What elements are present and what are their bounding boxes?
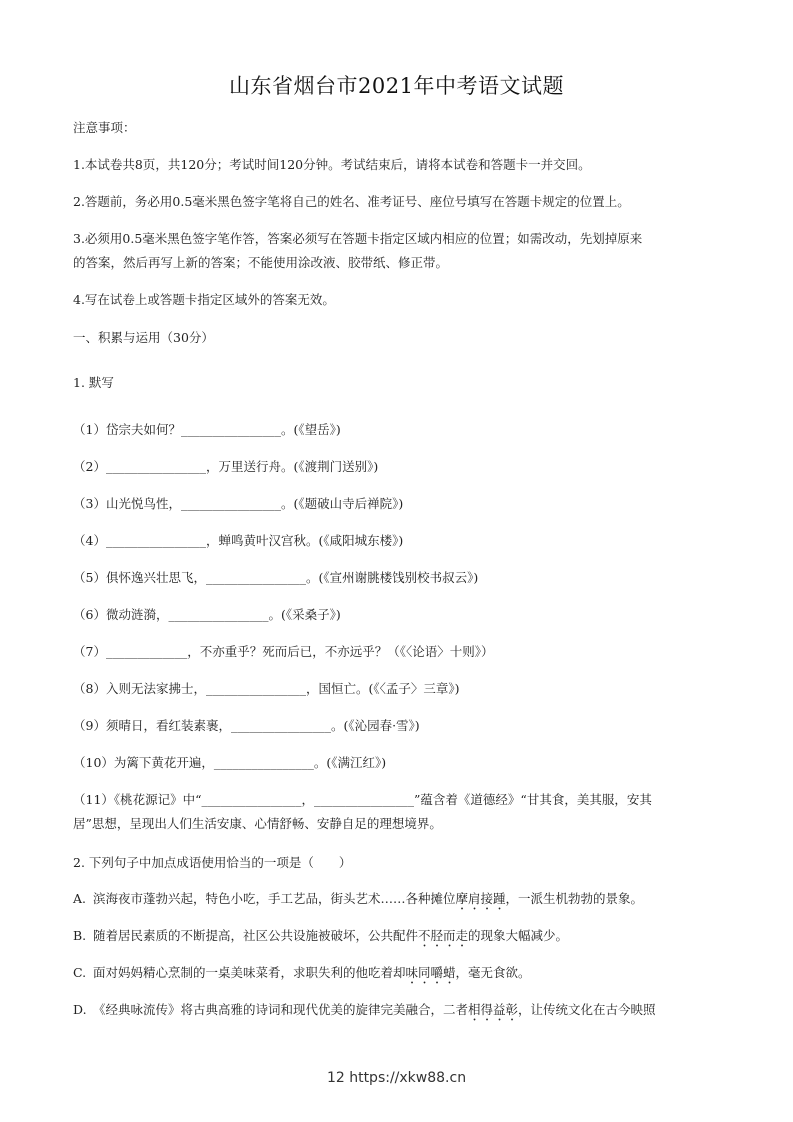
question-2-title: 2. 下列句子中加点成语使用恰当的一项是（ ） bbox=[73, 855, 352, 870]
dictation-item: （8）入则无法家拂士，________________，国恒亡。(《〈孟子〉三章》) bbox=[73, 681, 460, 696]
dotted-idiom: 不胫而走 bbox=[418, 928, 469, 943]
notice-item: 3.必须用0.5毫米黑色签字笔作答，答案必须写在答题卡指定区域内相应的位置；如需改动，先划掉原来 bbox=[73, 231, 643, 246]
dotted-idiom: 摩肩接踵 bbox=[455, 891, 506, 906]
notice-item: 4.写在试卷上或答题卡指定区域外的答案无效。 bbox=[73, 292, 335, 307]
dictation-item: （3）山光悦鸟性，________________。(《题破山寺后禅院》) bbox=[73, 496, 404, 511]
notice-item: 2.答题前，务必用0.5毫米黑色签字笔将自己的姓名、准考证号、座位号填写在答题卡规定的位置上。 bbox=[73, 194, 630, 209]
notice-item: 的答案，然后再写上新的答案；不能使用涂改液、胶带纸、修正带。 bbox=[73, 255, 449, 270]
page-footer: 12 https://xkw88.cn bbox=[326, 1070, 467, 1086]
option-label: C. bbox=[73, 965, 87, 980]
dictation-item: （10）为篱下黄花开遍，________________。(《满江红》) bbox=[73, 755, 387, 770]
option-label: B. bbox=[73, 928, 87, 943]
dictation-item: 居”思想，呈现出人们生活安康、心情舒畅、安静自足的理想境界。 bbox=[73, 816, 442, 831]
dictation-item: （1）岱宗夫如何？________________。(《望岳》) bbox=[73, 422, 341, 437]
option-b: B. 随着居民素质的不断提高，社区公共设施被破坏，公共配件不胫而走的现象大幅减少。 bbox=[73, 928, 569, 943]
dictation-item: （9）须晴日，看红装素裹，________________。(《沁园春·雪》) bbox=[73, 718, 420, 733]
option-c: C. 面对妈妈精心烹制的一桌美味菜肴，求职失利的他吃着却味同嚼蜡，毫无食欲。 bbox=[73, 965, 531, 980]
dotted-idiom: 相得益彰 bbox=[468, 1002, 519, 1017]
notice-heading: 注意事项： bbox=[73, 120, 136, 135]
option-label: A. bbox=[73, 891, 87, 906]
option-label: D. bbox=[73, 1002, 87, 1017]
dictation-item: （7）_____________，不亦重乎？死而后已，不亦远乎？（《〈论语〉十则》） bbox=[73, 644, 494, 659]
section-heading: 一、积累与运用（30分） bbox=[73, 330, 214, 345]
question-1-title: 1. 默写 bbox=[73, 375, 114, 390]
dictation-item: （11）《桃花源记》中“________________，________________”蕴含着《道德经》“甘其食，美其服，安其 bbox=[73, 792, 652, 807]
dotted-idiom: 味同嚼蜡 bbox=[405, 965, 456, 980]
option-a: A. 滨海夜市蓬勃兴起，特色小吃，手工艺品，街头艺术……各种摊位摩肩接踵，一派生机勃勃的景象。 bbox=[73, 891, 644, 906]
dictation-item: （2）________________，万里送行舟。(《渡荆门送别》) bbox=[73, 459, 379, 474]
dictation-item: （5）俱怀逸兴壮思飞，________________。(《宣州谢朓楼饯别校书叔云》) bbox=[73, 570, 479, 585]
notice-item: 1.本试卷共8页，共120分；考试时间120分钟。考试结束后，请将本试卷和答题卡一并交回。 bbox=[73, 157, 591, 172]
dictation-item: （4）________________，蝉鸣黄叶汉宫秋。(《咸阳城东楼》) bbox=[73, 533, 404, 548]
option-d: D. 《经典咏流传》将古典高雅的诗词和现代优美的旋律完美融合，二者相得益彰，让传统文化在古今映照 bbox=[73, 1002, 656, 1017]
page-title: 山东省烟台市2021年中考语文试题 bbox=[229, 74, 564, 98]
dictation-item: （6）微动涟漪，________________。(《采桑子》) bbox=[73, 607, 341, 622]
